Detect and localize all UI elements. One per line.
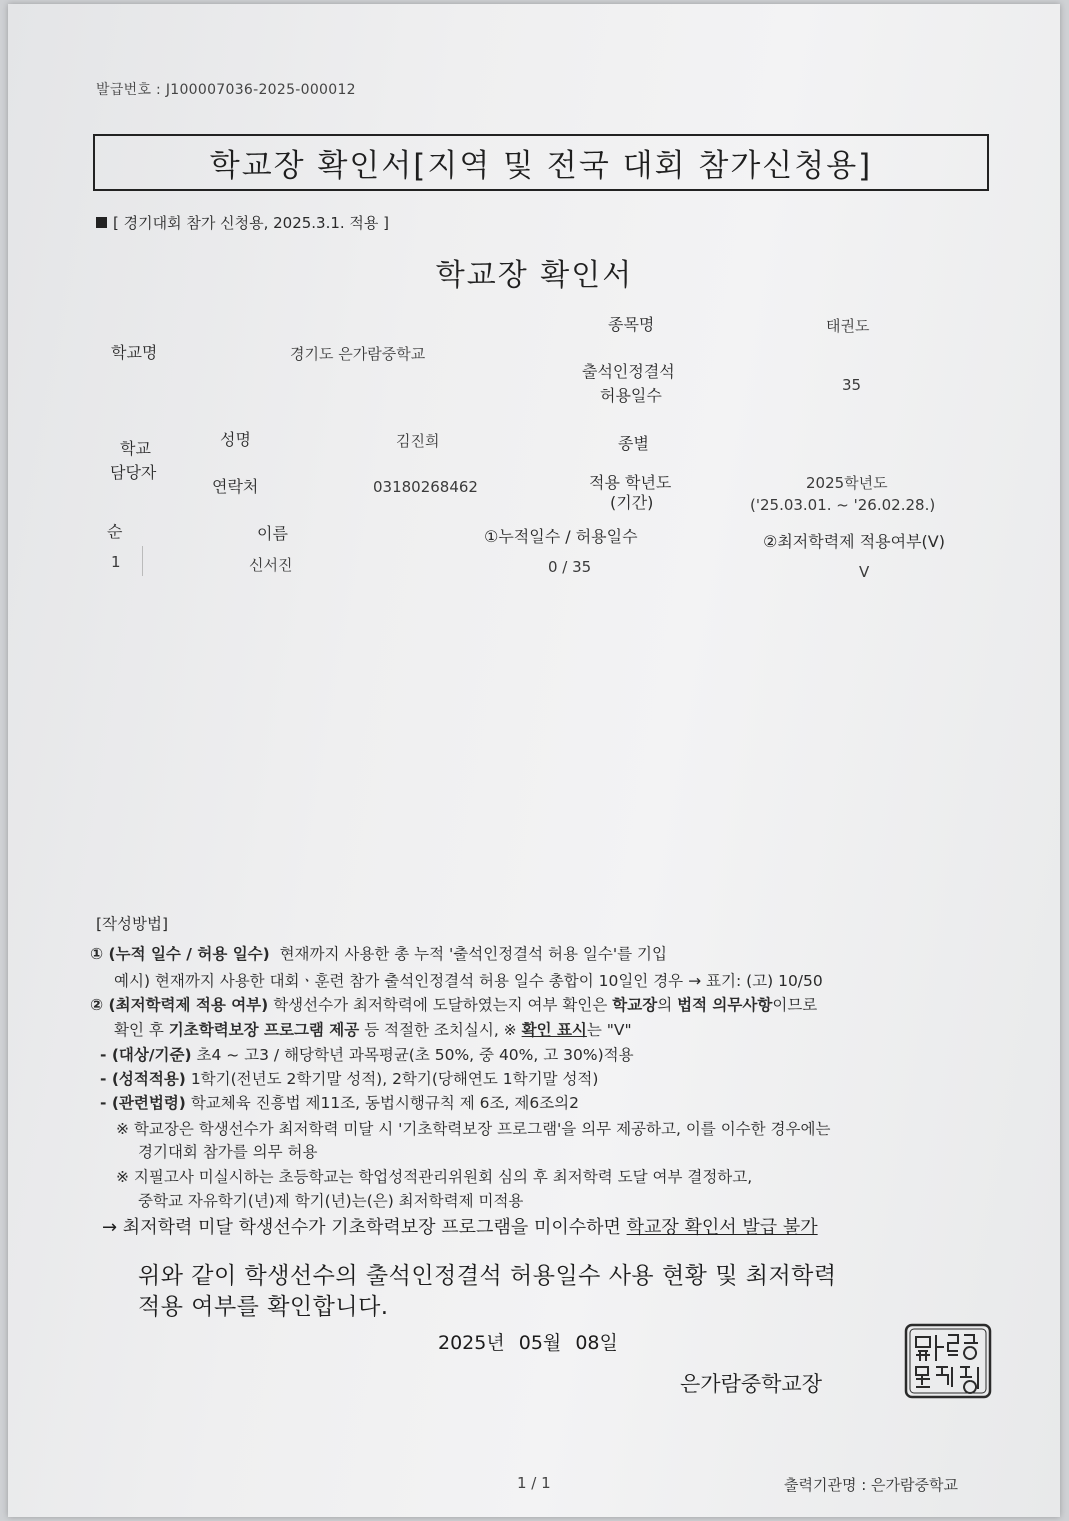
note-2-text-e: 이므로 (772, 996, 818, 1014)
note-2-text-c: 의 (657, 996, 678, 1014)
bullet-square-icon (96, 217, 107, 228)
note-1-title: ① (누적 일수 / 허용 일수) (90, 945, 270, 963)
issue-number: 발급번호 : J100007036-2025-000012 (96, 82, 356, 98)
note-2-line2-b: 기초학력보장 프로그램 제공 (168, 1021, 360, 1039)
warning-text: → 최저학력 미달 학생선수가 기초학력보장 프로그램을 미이수하면 (102, 1217, 627, 1238)
detail-target-text: 초4 ~ 고3 / 해당학년 과목평균(초 50%, 중 40%, 고 30%)적용 (191, 1046, 634, 1064)
subheading-text: [ 경기대회 참가 신청용, 2025.3.1. 적용 ] (113, 214, 390, 232)
row-no: 1 (111, 553, 121, 571)
principal-name: 은가람중학교장 (680, 1372, 823, 1396)
note-2-line2-a: 확인 후 (114, 1021, 169, 1039)
note-2-line2-d: 확인 표시 (521, 1021, 587, 1039)
event-value: 태권도 (826, 317, 870, 335)
note-2-text-b: 학교장 (612, 996, 658, 1014)
contact-label: 연락처 (212, 477, 259, 496)
school-seal-stamp (904, 1323, 992, 1399)
detail-target-label: - (대상/기준) (100, 1046, 192, 1064)
year-value-2: ('25.03.01. ~ '26.02.28.) (750, 496, 936, 514)
note-1-text: 현재까지 사용한 총 누적 '출석인정결석 허용 일수'를 기입 (279, 945, 667, 963)
manager-label-1: 학교 (120, 439, 151, 458)
issue-date: 2025년 05월 08일 (438, 1332, 618, 1354)
notes-heading: [작성방법] (96, 915, 168, 933)
detail-law-text: 학교체육 진흥법 제11조, 동법시행규칙 제 6조, 제6조의2 (185, 1094, 580, 1112)
table-header-days: ①누적일수 / 허용일수 (484, 527, 638, 546)
detail-grades-text: 1학기(전년도 2학기말 성적), 2학기(당해연도 1학기말 성적) (185, 1070, 599, 1088)
subheading (96, 212, 389, 233)
school-label: 학교명 (111, 343, 158, 362)
note-1-example: 예시) 현재까지 사용한 대회ㆍ훈련 참가 출석인정결석 허용 일수 총합이 10일인 경우 → 표기: (고) 10/50 (114, 972, 823, 990)
note-2-text-d: 법적 의무사항 (677, 996, 773, 1014)
table-header-no: 순 (107, 522, 123, 541)
allowed-days-label-2: 허용일수 (600, 386, 662, 405)
page-number: 1 / 1 (517, 1474, 551, 1492)
detail-law (100, 1091, 579, 1113)
year-value-1: 2025학년도 (806, 474, 888, 492)
remark-1-line2: 경기대회 참가를 의무 허용 (138, 1143, 318, 1161)
note-2 (90, 993, 817, 1015)
warning-arrow (102, 1213, 818, 1239)
header-title-box (93, 134, 989, 191)
header-title: 학교장 확인서[지역 및 전국 대회 참가신청용] (209, 148, 873, 184)
remark-2-line1: ※ 지필고사 미실시하는 초등학교는 학업성적관리위원회 심의 후 최저학력 도달 여부 결정하고, (116, 1168, 753, 1186)
output-organization: 출력기관명 : 은가람중학교 (784, 1476, 958, 1494)
table-header-name: 이름 (257, 524, 288, 543)
year-label-1: 적용 학년도 (589, 473, 672, 492)
allowed-days-label-1: 출석인정결석 (582, 362, 675, 381)
detail-law-label: - (관련법령) (100, 1094, 186, 1112)
row-applied: V (859, 563, 870, 581)
name-label: 성명 (220, 430, 251, 449)
declaration-line-1: 위와 같이 학생선수의 출석인정결석 허용일수 사용 현황 및 최저학력 (138, 1263, 837, 1289)
table-header-applied: ②최저학력제 적용여부(V) (763, 532, 945, 551)
allowed-days-value: 35 (842, 376, 862, 394)
note-2-text-a: 학생선수가 최저학력에 도달하였는지 여부 확인은 (273, 996, 613, 1014)
detail-grades (100, 1067, 598, 1089)
detail-target (100, 1043, 634, 1065)
declaration-line-2: 적용 여부를 확인합니다. (138, 1294, 389, 1320)
note-2-line2-c: 등 적절한 조치실시, ※ (359, 1021, 522, 1039)
name-value: 김진희 (396, 432, 440, 450)
note-2-title: ② (최저학력제 적용 여부) (90, 996, 269, 1014)
gender-label: 종별 (618, 434, 649, 453)
detail-grades-label: - (성적적용) (100, 1070, 186, 1088)
school-value: 경기도 은가람중학교 (290, 345, 426, 363)
note-1 (90, 942, 667, 964)
main-title: 학교장 확인서 (435, 258, 634, 293)
manager-label-2: 담당자 (110, 463, 157, 482)
row-days: 0 / 35 (548, 558, 592, 576)
note-2-line2 (114, 1018, 632, 1040)
contact-value: 03180268462 (373, 478, 478, 496)
event-label: 종목명 (608, 315, 655, 334)
remark-2-line2: 중학교 자유학기(년)제 학기(년)는(은) 최저학력제 미적용 (138, 1192, 524, 1210)
year-label-2: (기간) (610, 493, 654, 512)
warning-emphasis: 학교장 확인서 발급 불가 (626, 1217, 818, 1238)
remark-1-line1: ※ 학교장은 학생선수가 최저학력 미달 시 '기초학력보장 프로그램'을 의무 제공하고, 이를 이수한 경우에는 (116, 1120, 831, 1138)
note-2-line2-e: 는 "V" (586, 1021, 632, 1039)
table-divider (142, 546, 143, 576)
row-name: 신서진 (249, 556, 293, 574)
